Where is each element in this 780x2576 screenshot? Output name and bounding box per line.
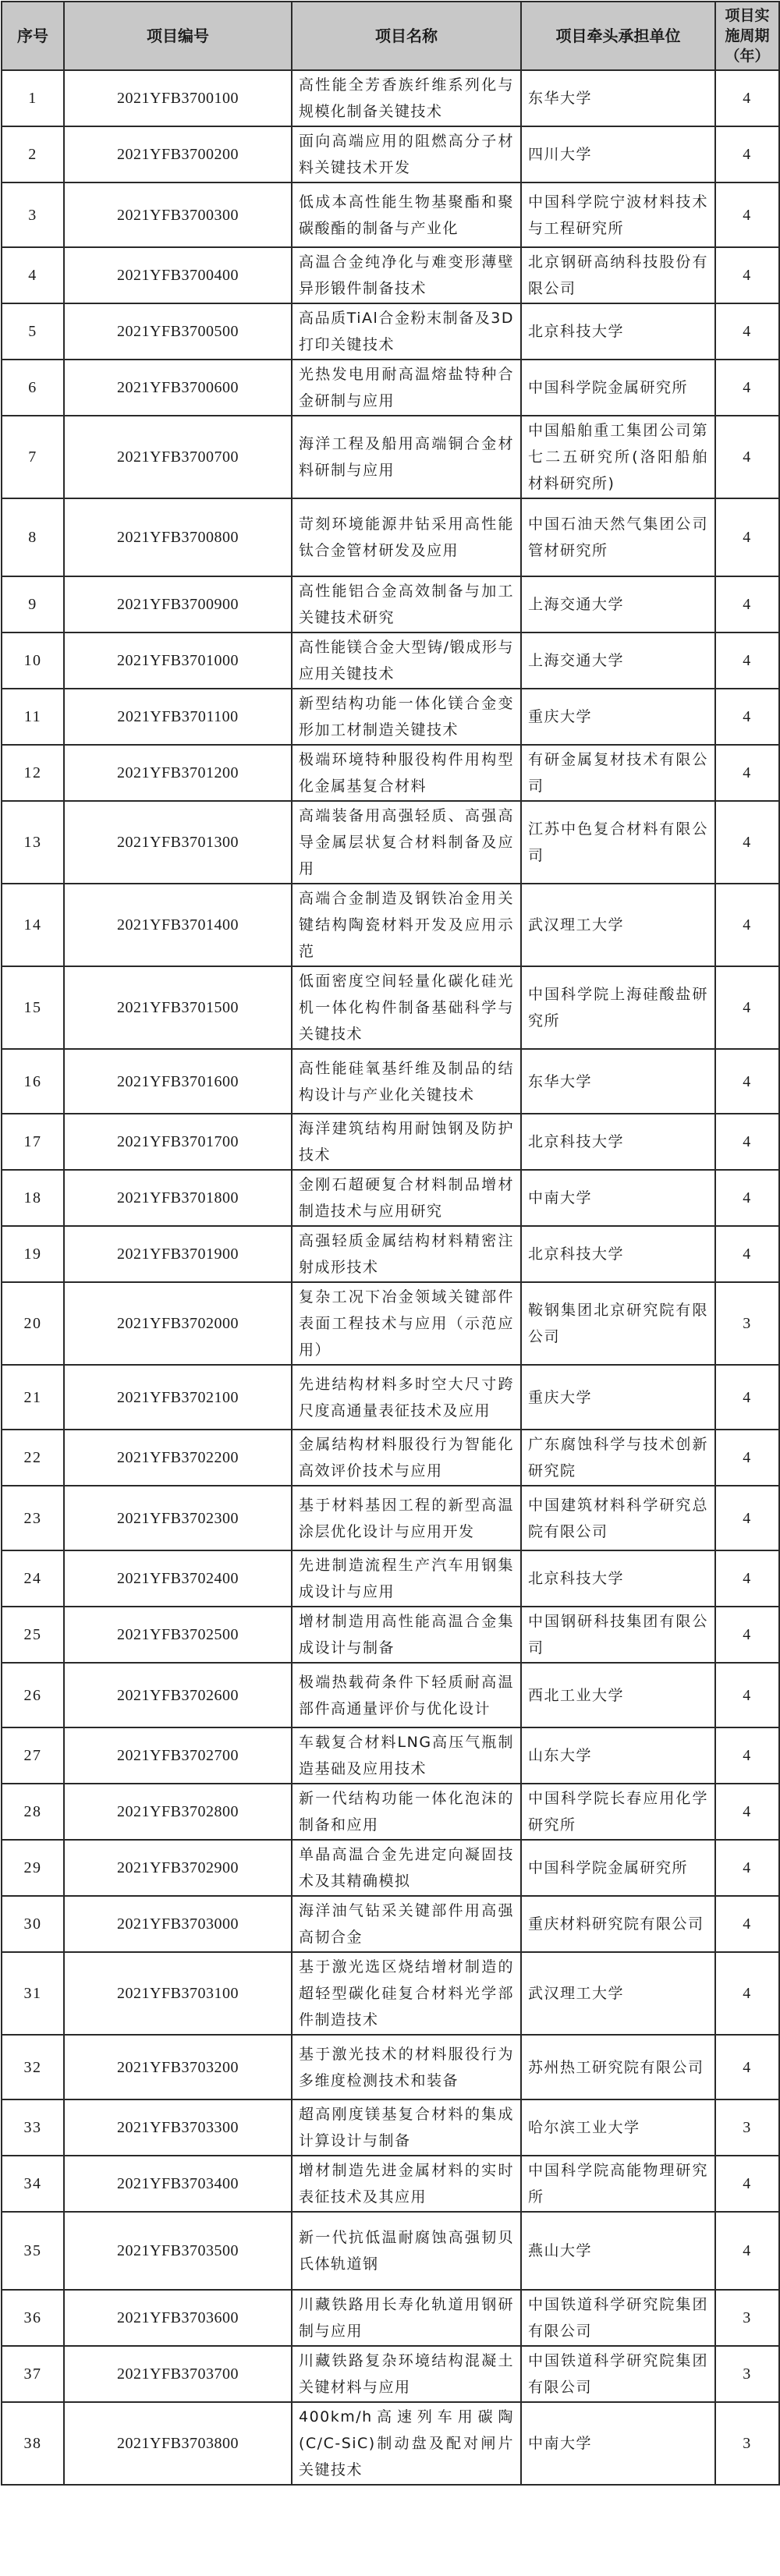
row-number: 28	[2, 1784, 64, 1840]
project-period: 4	[715, 884, 779, 966]
table-row	[2, 689, 779, 745]
project-name: 基于激光技术的材料服役行为多维度检测技术和装备	[292, 2035, 521, 2099]
row-number: 20	[2, 1282, 64, 1365]
header-code: 项目编号	[64, 2, 292, 70]
row-number: 5	[2, 303, 64, 360]
project-period: 4	[715, 1430, 779, 1486]
lead-unit: 武汉理工大学	[521, 1952, 715, 2035]
table-row	[2, 884, 779, 966]
project-name: 先进结构材料多时空大尺寸跨尺度高通量表征技术及应用	[292, 1365, 521, 1430]
project-period: 4	[715, 1607, 779, 1663]
project-period: 4	[715, 1365, 779, 1430]
row-number: 35	[2, 2212, 64, 2290]
project-name: 复杂工况下冶金领域关键部件表面工程技术与应用（示范应用）	[292, 1282, 521, 1365]
project-code: 2021YFB3701000	[64, 632, 292, 689]
table-row	[2, 1365, 779, 1430]
project-name: 川藏铁路复杂环境结构混凝土关键材料与应用	[292, 2346, 521, 2402]
project-table	[1, 1, 780, 2486]
project-code: 2021YFB3701900	[64, 1226, 292, 1282]
project-name: 苛刻环境能源井钻采用高性能钛合金管材研发及应用	[292, 498, 521, 576]
lead-unit: 中国船舶重工集团公司第七二五研究所(洛阳船舶材料研究所)	[521, 416, 715, 498]
project-name: 高品质TiAl合金粉末制备及3D打印关键技术	[292, 303, 521, 360]
table-row	[2, 70, 779, 126]
lead-unit: 北京科技大学	[521, 303, 715, 360]
project-name: 极端环境特种服役构件用构型化金属基复合材料	[292, 745, 521, 801]
project-period: 4	[715, 303, 779, 360]
project-code: 2021YFB3702400	[64, 1550, 292, 1607]
table-row	[2, 2290, 779, 2346]
project-name: 单晶高温合金先进定向凝固技术及其精确模拟	[292, 1840, 521, 1896]
lead-unit: 北京科技大学	[521, 1114, 715, 1170]
project-period: 3	[715, 2099, 779, 2156]
table-row	[2, 498, 779, 576]
row-number: 15	[2, 966, 64, 1049]
row-number: 17	[2, 1114, 64, 1170]
project-name: 高端合金制造及钢铁冶金用关键结构陶瓷材料开发及应用示范	[292, 884, 521, 966]
project-code: 2021YFB3703000	[64, 1896, 292, 1952]
project-name: 基于激光选区烧结增材制造的超轻型碳化硅复合材料光学部件制造技术	[292, 1952, 521, 2035]
row-number: 6	[2, 360, 64, 416]
lead-unit: 四川大学	[521, 126, 715, 182]
table-row	[2, 182, 779, 247]
row-number: 22	[2, 1430, 64, 1486]
row-number: 8	[2, 498, 64, 576]
lead-unit: 中国科学院长春应用化学研究所	[521, 1784, 715, 1840]
project-period: 4	[715, 801, 779, 884]
project-name: 海洋油气钻采关键部件用高强高韧合金	[292, 1896, 521, 1952]
project-name: 海洋建筑结构用耐蚀钢及防护技术	[292, 1114, 521, 1170]
row-number: 32	[2, 2035, 64, 2099]
project-name: 400km/h高速列车用碳陶(C/C-SiC)制动盘及配对闸片关键技术	[292, 2402, 521, 2485]
table-row	[2, 303, 779, 360]
project-code: 2021YFB3703600	[64, 2290, 292, 2346]
row-number: 34	[2, 2156, 64, 2212]
table-row	[2, 1607, 779, 1663]
lead-unit: 中国科学院高能物理研究所	[521, 2156, 715, 2212]
project-name: 高性能硅氧基纤维及制品的结构设计与产业化关键技术	[292, 1049, 521, 1114]
lead-unit: 中南大学	[521, 1170, 715, 1226]
project-code: 2021YFB3701200	[64, 745, 292, 801]
lead-unit: 上海交通大学	[521, 632, 715, 689]
project-code: 2021YFB3701800	[64, 1170, 292, 1226]
project-name: 高性能全芳香族纤维系列化与规模化制备关键技术	[292, 70, 521, 126]
lead-unit: 广东腐蚀科学与技术创新研究院	[521, 1430, 715, 1486]
row-number: 26	[2, 1663, 64, 1727]
project-code: 2021YFB3703700	[64, 2346, 292, 2402]
project-code: 2021YFB3702900	[64, 1840, 292, 1896]
project-period: 3	[715, 2402, 779, 2485]
project-name: 海洋工程及船用高端铜合金材料研制与应用	[292, 416, 521, 498]
project-period: 4	[715, 1114, 779, 1170]
project-name: 高性能铝合金高效制备与加工关键技术研究	[292, 576, 521, 632]
project-period: 3	[715, 1282, 779, 1365]
table-row	[2, 1430, 779, 1486]
lead-unit: 中国科学院宁波材料技术与工程研究所	[521, 182, 715, 247]
table-row	[2, 1114, 779, 1170]
row-number: 31	[2, 1952, 64, 2035]
project-period: 4	[715, 1486, 779, 1550]
project-name: 增材制造用高性能高温合金集成设计与制备	[292, 1607, 521, 1663]
project-period: 4	[715, 966, 779, 1049]
lead-unit: 北京科技大学	[521, 1226, 715, 1282]
table-row	[2, 745, 779, 801]
lead-unit: 上海交通大学	[521, 576, 715, 632]
header-no: 序号	[2, 2, 64, 70]
row-number: 18	[2, 1170, 64, 1226]
lead-unit: 中国铁道科学研究院集团有限公司	[521, 2290, 715, 2346]
project-code: 2021YFB3701600	[64, 1049, 292, 1114]
lead-unit: 中国石油天然气集团公司管材研究所	[521, 498, 715, 576]
lead-unit: 江苏中色复合材料有限公司	[521, 801, 715, 884]
project-code: 2021YFB3702200	[64, 1430, 292, 1486]
project-period: 4	[715, 1550, 779, 1607]
table-row	[2, 1952, 779, 2035]
project-period: 4	[715, 632, 779, 689]
table-row	[2, 247, 779, 303]
row-number: 9	[2, 576, 64, 632]
project-period: 4	[715, 745, 779, 801]
project-name: 增材制造先进金属材料的实时表征技术及其应用	[292, 2156, 521, 2212]
lead-unit: 中国钢研科技集团有限公司	[521, 1607, 715, 1663]
lead-unit: 中国建筑材料科学研究总院有限公司	[521, 1486, 715, 1550]
project-period: 4	[715, 1840, 779, 1896]
project-period: 4	[715, 1727, 779, 1784]
table-row	[2, 1486, 779, 1550]
project-name: 光热发电用耐高温熔盐特种合金研制与应用	[292, 360, 521, 416]
table-row	[2, 2156, 779, 2212]
project-period: 3	[715, 2346, 779, 2402]
project-code: 2021YFB3701100	[64, 689, 292, 745]
row-number: 19	[2, 1226, 64, 1282]
row-number: 3	[2, 182, 64, 247]
project-period: 4	[715, 360, 779, 416]
project-period: 4	[715, 126, 779, 182]
project-period: 4	[715, 247, 779, 303]
project-period: 4	[715, 1226, 779, 1282]
row-number: 27	[2, 1727, 64, 1784]
lead-unit: 东华大学	[521, 70, 715, 126]
table-row	[2, 2099, 779, 2156]
lead-unit: 重庆材料研究院有限公司	[521, 1896, 715, 1952]
project-name: 新一代结构功能一体化泡沫的制备和应用	[292, 1784, 521, 1840]
project-code: 2021YFB3700200	[64, 126, 292, 182]
row-number: 37	[2, 2346, 64, 2402]
project-period: 4	[715, 498, 779, 576]
row-number: 4	[2, 247, 64, 303]
header-unit: 项目牵头承担单位	[521, 2, 715, 70]
project-code: 2021YFB3700300	[64, 182, 292, 247]
row-number: 33	[2, 2099, 64, 2156]
table-row	[2, 360, 779, 416]
project-period: 4	[715, 1170, 779, 1226]
project-code: 2021YFB3700700	[64, 416, 292, 498]
project-code: 2021YFB3703200	[64, 2035, 292, 2099]
row-number: 29	[2, 1840, 64, 1896]
table-row	[2, 966, 779, 1049]
table-row	[2, 416, 779, 498]
header-name: 项目名称	[292, 2, 521, 70]
project-code: 2021YFB3701300	[64, 801, 292, 884]
lead-unit: 鞍钢集团北京研究院有限公司	[521, 1282, 715, 1365]
table-row	[2, 1049, 779, 1114]
table-row	[2, 2402, 779, 2485]
row-number: 21	[2, 1365, 64, 1430]
lead-unit: 北京科技大学	[521, 1550, 715, 1607]
table-row	[2, 126, 779, 182]
project-code: 2021YFB3702100	[64, 1365, 292, 1430]
table-row	[2, 1663, 779, 1727]
project-period: 4	[715, 1952, 779, 2035]
table-body	[2, 70, 779, 2485]
lead-unit: 中国科学院上海硅酸盐研究所	[521, 966, 715, 1049]
lead-unit: 北京钢研高纳科技股份有限公司	[521, 247, 715, 303]
project-period: 4	[715, 1049, 779, 1114]
project-name: 高强轻质金属结构材料精密注射成形技术	[292, 1226, 521, 1282]
project-code: 2021YFB3702000	[64, 1282, 292, 1365]
row-number: 38	[2, 2402, 64, 2485]
project-code: 2021YFB3701500	[64, 966, 292, 1049]
lead-unit: 中国科学院金属研究所	[521, 360, 715, 416]
lead-unit: 山东大学	[521, 1727, 715, 1784]
table-row	[2, 1784, 779, 1840]
lead-unit: 哈尔滨工业大学	[521, 2099, 715, 2156]
project-name: 新一代抗低温耐腐蚀高强韧贝氏体轨道钢	[292, 2212, 521, 2290]
lead-unit: 中国铁道科学研究院集团有限公司	[521, 2346, 715, 2402]
project-code: 2021YFB3700600	[64, 360, 292, 416]
table-row	[2, 1282, 779, 1365]
project-name: 低面密度空间轻量化碳化硅光机一体化构件制备基础科学与关键技术	[292, 966, 521, 1049]
project-code: 2021YFB3702600	[64, 1663, 292, 1727]
table-row	[2, 2035, 779, 2099]
lead-unit: 中南大学	[521, 2402, 715, 2485]
table-row	[2, 576, 779, 632]
lead-unit: 武汉理工大学	[521, 884, 715, 966]
row-number: 10	[2, 632, 64, 689]
project-name: 高性能镁合金大型铸/锻成形与应用关键技术	[292, 632, 521, 689]
table-row	[2, 632, 779, 689]
table-row	[2, 1727, 779, 1784]
row-number: 14	[2, 884, 64, 966]
lead-unit: 燕山大学	[521, 2212, 715, 2290]
project-period: 4	[715, 2212, 779, 2290]
project-code: 2021YFB3703100	[64, 1952, 292, 2035]
project-name: 高温合金纯净化与难变形薄壁异形锻件制备技术	[292, 247, 521, 303]
row-number: 11	[2, 689, 64, 745]
lead-unit: 东华大学	[521, 1049, 715, 1114]
project-code: 2021YFB3701400	[64, 884, 292, 966]
project-period: 4	[715, 1896, 779, 1952]
project-code: 2021YFB3702700	[64, 1727, 292, 1784]
lead-unit: 重庆大学	[521, 1365, 715, 1430]
project-name: 川藏铁路用长寿化轨道用钢研制与应用	[292, 2290, 521, 2346]
project-code: 2021YFB3700900	[64, 576, 292, 632]
project-period: 4	[715, 1784, 779, 1840]
project-code: 2021YFB3702500	[64, 1607, 292, 1663]
lead-unit: 有研金属复材技术有限公司	[521, 745, 715, 801]
project-code: 2021YFB3701700	[64, 1114, 292, 1170]
project-period: 4	[715, 2035, 779, 2099]
project-code: 2021YFB3703800	[64, 2402, 292, 2485]
project-period: 4	[715, 689, 779, 745]
project-name: 先进制造流程生产汽车用钢集成设计与应用	[292, 1550, 521, 1607]
project-name: 新型结构功能一体化镁合金变形加工材制造关键技术	[292, 689, 521, 745]
row-number: 7	[2, 416, 64, 498]
project-code: 2021YFB3700800	[64, 498, 292, 576]
lead-unit: 苏州热工研究院有限公司	[521, 2035, 715, 2099]
lead-unit: 西北工业大学	[521, 1663, 715, 1727]
project-name: 基于材料基因工程的新型高温涂层优化设计与应用开发	[292, 1486, 521, 1550]
row-number: 13	[2, 801, 64, 884]
project-period: 4	[715, 1663, 779, 1727]
project-name: 金刚石超硬复合材料制品增材制造技术与应用研究	[292, 1170, 521, 1226]
project-period: 4	[715, 576, 779, 632]
table-row	[2, 1840, 779, 1896]
lead-unit: 重庆大学	[521, 689, 715, 745]
project-code: 2021YFB3700500	[64, 303, 292, 360]
table-row	[2, 801, 779, 884]
row-number: 12	[2, 745, 64, 801]
row-number: 25	[2, 1607, 64, 1663]
project-code: 2021YFB3702300	[64, 1486, 292, 1550]
project-code: 2021YFB3703500	[64, 2212, 292, 2290]
project-name: 低成本高性能生物基聚酯和聚碳酸酯的制备与产业化	[292, 182, 521, 247]
project-code: 2021YFB3700100	[64, 70, 292, 126]
row-number: 24	[2, 1550, 64, 1607]
project-name: 金属结构材料服役行为智能化高效评价技术与应用	[292, 1430, 521, 1486]
header-period: 项目实施周期（年）	[715, 2, 779, 70]
row-number: 16	[2, 1049, 64, 1114]
project-period: 4	[715, 2156, 779, 2212]
project-period: 4	[715, 182, 779, 247]
project-code: 2021YFB3700400	[64, 247, 292, 303]
project-period: 3	[715, 2290, 779, 2346]
project-name: 高端装备用高强轻质、高强高导金属层状复合材料制备及应用	[292, 801, 521, 884]
project-period: 4	[715, 416, 779, 498]
table-row	[2, 2212, 779, 2290]
row-number: 30	[2, 1896, 64, 1952]
project-name: 面向高端应用的阻燃高分子材料关键技术开发	[292, 126, 521, 182]
project-code: 2021YFB3703300	[64, 2099, 292, 2156]
project-period: 4	[715, 70, 779, 126]
table-row	[2, 1170, 779, 1226]
row-number: 23	[2, 1486, 64, 1550]
row-number: 2	[2, 126, 64, 182]
table-row	[2, 1550, 779, 1607]
header-row	[2, 2, 779, 70]
project-name: 极端热载荷条件下轻质耐高温部件高通量评价与优化设计	[292, 1663, 521, 1727]
table-row	[2, 1226, 779, 1282]
project-name: 车载复合材料LNG高压气瓶制造基础及应用技术	[292, 1727, 521, 1784]
row-number: 36	[2, 2290, 64, 2346]
table-row	[2, 1896, 779, 1952]
project-code: 2021YFB3703400	[64, 2156, 292, 2212]
project-name: 超高刚度镁基复合材料的集成计算设计与制备	[292, 2099, 521, 2156]
table-row	[2, 2346, 779, 2402]
lead-unit: 中国科学院金属研究所	[521, 1840, 715, 1896]
project-code: 2021YFB3702800	[64, 1784, 292, 1840]
row-number: 1	[2, 70, 64, 126]
